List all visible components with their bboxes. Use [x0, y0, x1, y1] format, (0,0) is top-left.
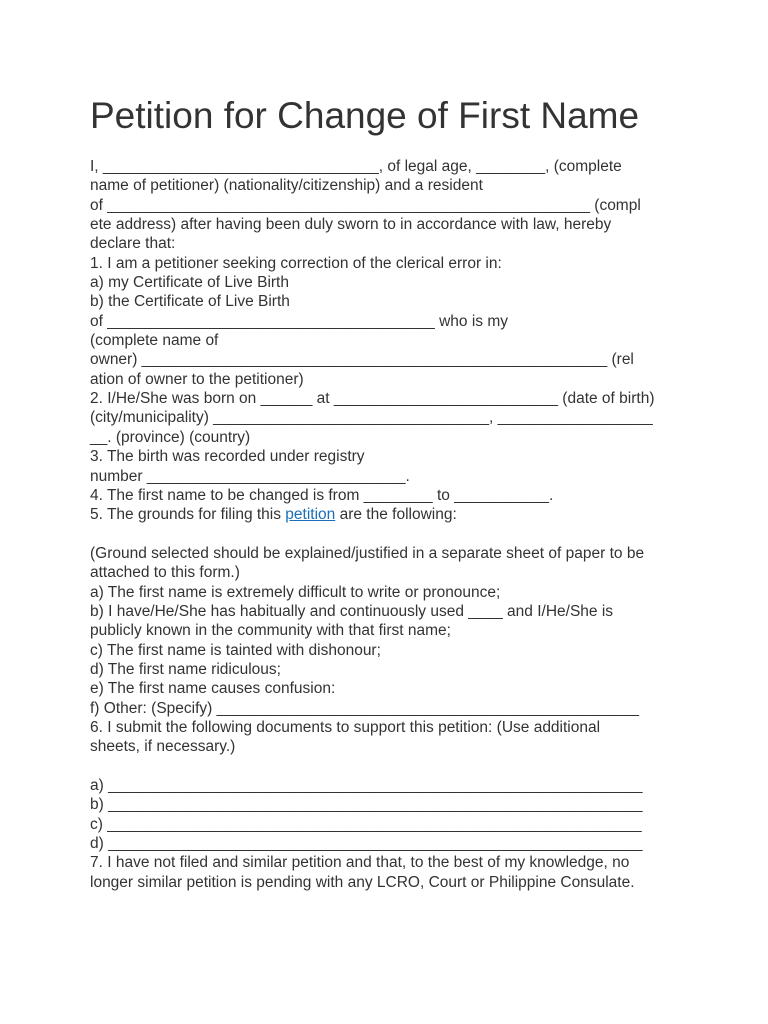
text-line: a) my Certificate of Live Birth: [90, 274, 289, 292]
text-line: I, ________________________________, of legal age, ________, (complete: [90, 158, 622, 175]
text-line: ete address) after having been duly sworn to in accordance with law, hereby: [90, 216, 612, 234]
text-line: b) I have/He/She has habitually and continuously used ____ and I/He/She is: [90, 602, 614, 620]
text-line: declare that:: [90, 235, 176, 253]
text-line: of ________________________________________________________ (compl: [90, 196, 641, 214]
text-line: 1. I am a petitioner seeking correction of the clerical error in:: [90, 254, 502, 272]
text-line: owner) ______________________________________________________ (rel: [90, 351, 634, 369]
text-line: name of petitioner) (nationality/citizenship) and a resident: [90, 177, 483, 195]
text-line: attached to this form.): [90, 564, 240, 582]
text-line: 6. I submit the following documents to support this petition: (Use additional: [90, 718, 601, 736]
text-line: f) Other: (Specify) _________________________________________________: [90, 699, 640, 717]
text-line: 7. I have not filed and similar petition and that, to the best of my knowledge, no: [90, 854, 630, 872]
text-line: (Ground selected should be explained/justified in a separate sheet of paper to be: [90, 544, 645, 562]
text-line: c) ______________________________________________________________: [90, 815, 642, 833]
text-line: number ______________________________.: [90, 467, 410, 485]
text-line: a) ______________________________________________________________: [90, 777, 643, 794]
text-line: b) ______________________________________________________________: [90, 796, 643, 814]
blank-line: [90, 525, 690, 544]
text-line: d) ______________________________________________________________: [90, 835, 643, 853]
text-line: 4. The first name to be changed is from ________ to ___________.: [90, 486, 554, 504]
text-line: (city/municipality) ________________________________, __________________: [90, 409, 653, 427]
text-line: e) The first name causes confusion:: [90, 680, 336, 698]
text-line: 3. The birth was recorded under registry: [90, 448, 365, 466]
text-line: sheets, if necessary.): [90, 738, 236, 756]
petition-link[interactable]: petition: [285, 506, 336, 524]
page-title: Petition for Change of First Name: [90, 95, 640, 136]
text-line: d) The first name ridiculous;: [90, 660, 281, 678]
text-line: a) The first name is extremely difficult to write or pronounce;: [90, 583, 501, 601]
blank-line: [90, 757, 690, 776]
text-line: of ______________________________________ who is my: [90, 312, 509, 330]
text-line-with-link: [90, 505, 690, 524]
text-line: b) the Certificate of Live Birth: [90, 293, 290, 311]
text-line: ation of owner to the petitioner): [90, 370, 304, 388]
text-line: __. (province) (country): [90, 428, 251, 446]
text-line: 2. I/He/She was born on ______ at __________________________ (date of birth): [90, 390, 655, 408]
text-line: (complete name of: [90, 332, 219, 350]
text-line: longer similar petition is pending with any LCRO, Court or Philippine Consulate.: [90, 873, 635, 891]
document-body: [90, 157, 690, 892]
line-5-after: are the following:: [335, 506, 457, 524]
text-line: c) The first name is tainted with dishonour;: [90, 641, 381, 659]
line-5-before: 5. The grounds for filing this: [90, 506, 286, 524]
text-line: publicly known in the community with that first name;: [90, 622, 451, 640]
